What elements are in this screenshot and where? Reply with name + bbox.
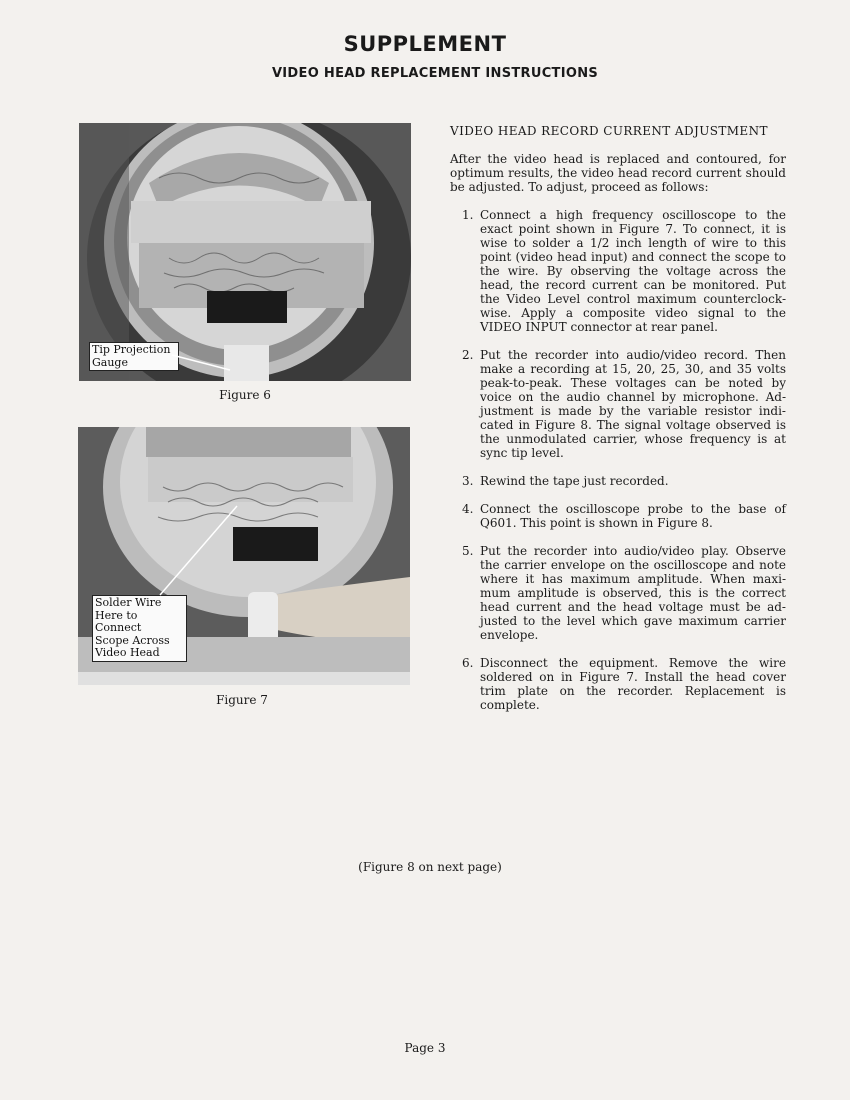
page-title: SUPPLEMENT xyxy=(343,32,507,56)
steps-list xyxy=(450,208,786,712)
tip-projection-gauge-callout xyxy=(89,342,179,371)
callout-line: Tip Projection xyxy=(92,343,171,356)
step-item xyxy=(450,474,786,488)
section-intro: After the video head is replaced and contoured, for optimum results, the video head record current should be adjusted. To adjust, proceed as follows: xyxy=(450,152,786,194)
callout-line: Solder Wire xyxy=(95,596,162,609)
next-page-note: (Figure 8 on next page) xyxy=(358,860,502,874)
step-item xyxy=(450,544,786,642)
step-text: Disconnect the equipment. Remove the wire soldered on in Figure 7. Install the head cover trim plate on the recorder. Replacement is complete. xyxy=(480,656,786,712)
step-text: Connect the oscilloscope probe to the base of Q601. This point is shown in Figure 8. xyxy=(480,502,786,530)
page-subtitle: VIDEO HEAD REPLACEMENT INSTRUCTIONS xyxy=(271,66,599,81)
step-item xyxy=(450,348,786,460)
step-number: 1. xyxy=(462,208,474,222)
figure-7-caption: Figure 7 xyxy=(216,693,268,707)
step-text: Put the recorder into audio/video record. Then make a recording at 15, 20, 25, 30, and 35 volts peak-to-peak. These voltages can be noted by voice on the audio channel by microphone. Ad-justment is made by the variable resistor indi-cated in Figure 8. The signal voltage observed is the unmodulated carrier, whose frequency is at sync tip level. xyxy=(480,348,786,460)
step-item xyxy=(450,502,786,530)
step-number: 6. xyxy=(462,656,474,670)
step-text: Put the recorder into audio/video play. Observe the carrier envelope on the oscilloscope and note where it has maximum amplitude. When maxi-mum amplitude is observed, this is the correct head current and the head voltage must be ad-justed to the level which gave maximum carrier envelope. xyxy=(480,544,786,642)
solder-wire-callout xyxy=(92,595,187,662)
step-number: 5. xyxy=(462,544,474,558)
callout-line: Scope Across xyxy=(95,633,170,647)
instructions-column xyxy=(450,124,786,726)
step-number: 4. xyxy=(462,502,474,516)
callout-line: Gauge xyxy=(92,355,128,369)
step-text: Rewind the tape just recorded. xyxy=(480,474,669,488)
step-item xyxy=(450,208,786,334)
figure-6-caption: Figure 6 xyxy=(219,388,271,402)
section-heading: VIDEO HEAD RECORD CURRENT ADJUSTMENT xyxy=(450,124,768,138)
callout-line: Video Head xyxy=(95,646,160,659)
callout-leader-line xyxy=(170,350,240,375)
step-text: Connect a high frequency oscilloscope to the exact point shown in Figure 7. To connect, it is wise to solder a 1/2 inch length of wire to this point (video head input) and connect the scope to the wire. By observing the voltage across the head, the record current can be monitored. Put the Video Level control maximum counterclock-wise. Apply a composite video signal to the VIDEO INPUT connector at rear panel. xyxy=(480,208,786,334)
page-number: Page 3 xyxy=(404,1041,446,1055)
step-number: 3. xyxy=(462,474,474,488)
callout-line: Here to Connect xyxy=(95,608,142,634)
step-item xyxy=(450,656,786,712)
step-number: 2. xyxy=(462,348,474,362)
callout-leader-line xyxy=(155,500,245,600)
